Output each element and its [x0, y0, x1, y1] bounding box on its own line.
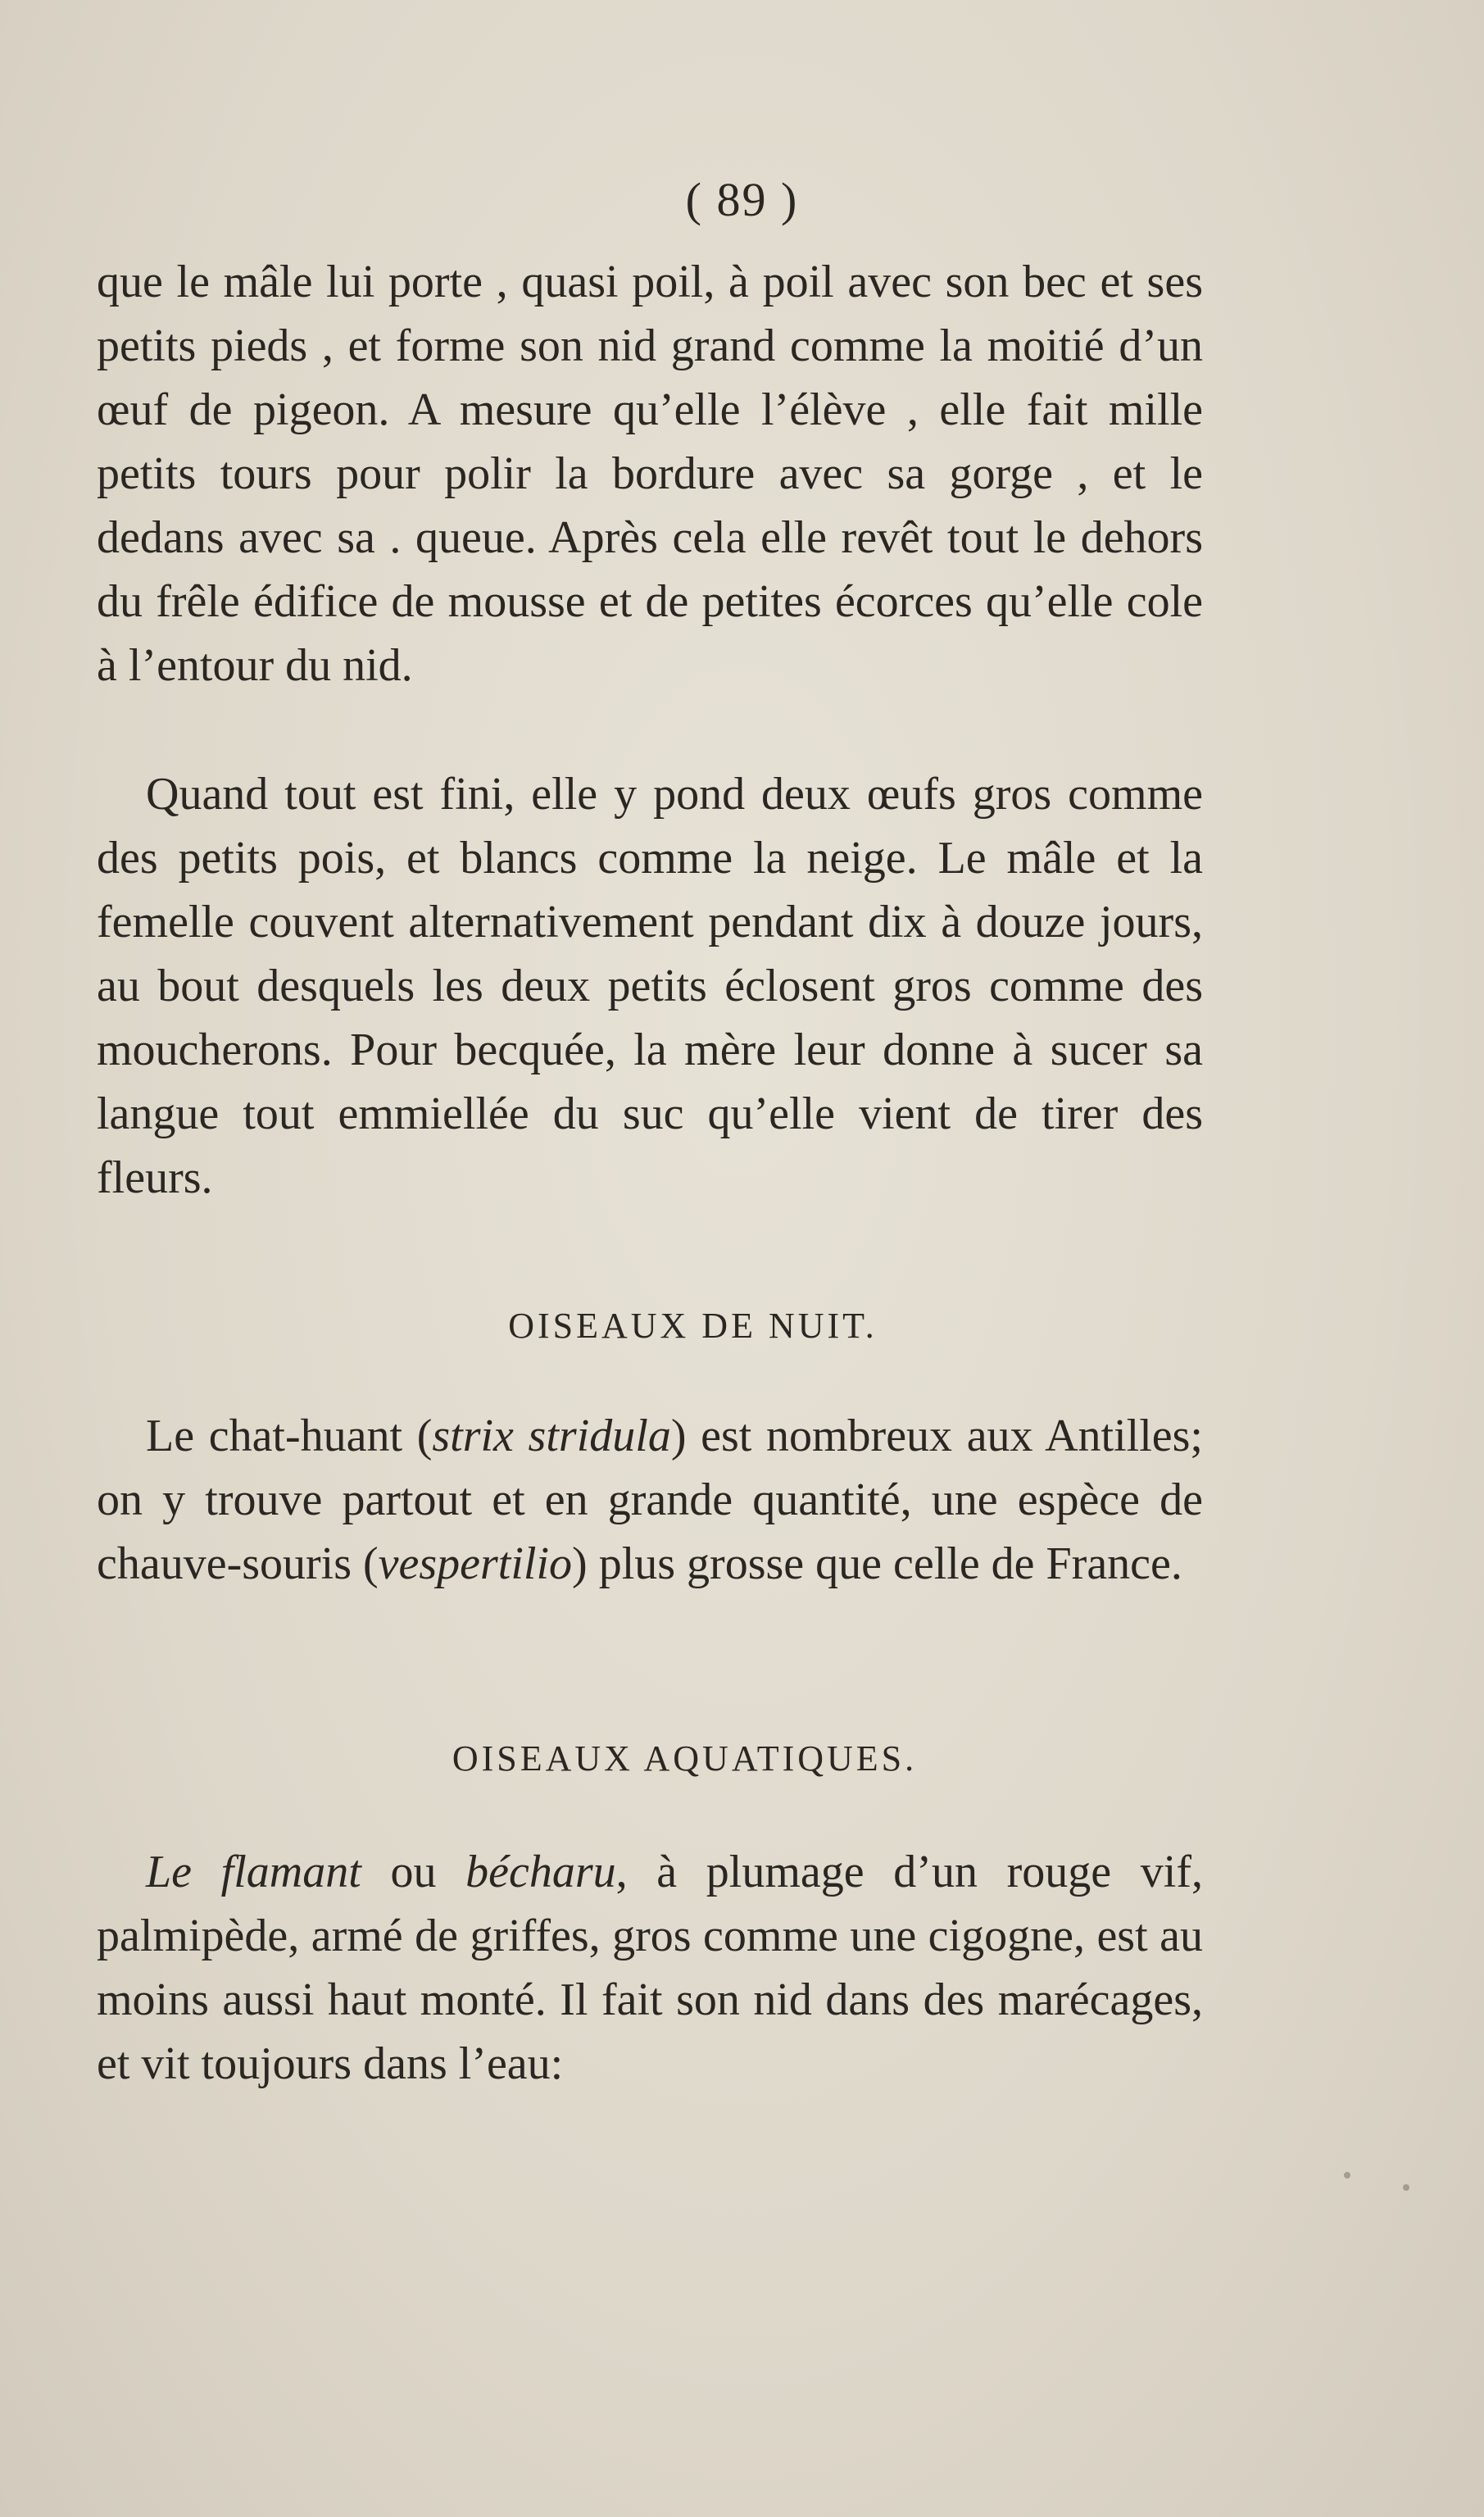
latin-name: strix stridula — [432, 1411, 671, 1461]
bird-name: bécharu — [465, 1847, 616, 1897]
paragraph-owl — [97, 1404, 1203, 1596]
paper-speck — [1344, 2172, 1350, 2179]
text-run: , à plumage d’un rouge vif, palmipède, armé de griffes, gros comme une cigogne, est au moins aussi haut monté. Il fait son nid dans des marécages, et vit toujours dans l’eau: — [97, 1847, 1203, 2089]
paragraph-text — [97, 1404, 1203, 1596]
text-run: Le chat-huant ( — [146, 1411, 433, 1461]
text-run: ) est nombreux aux Antilles; on y trouve partout et en grande quantité, une espèce de chauve-souris ( — [97, 1411, 1203, 1589]
paragraph-text: Quand tout est fini, elle y pond deux œufs gros comme des petits pois, et blancs comme la neige. Le mâle et la femelle couvent alternativement pendant dix à douze jours, au bout desquels les deux petits éclosent gros comme des moucherons. Pour becquée, la mère leur donne à sucer sa langue tout emmiellée du suc qu’elle vient de tirer des fleurs. — [97, 769, 1203, 1203]
latin-name: vespertilio — [378, 1538, 573, 1589]
paragraph-eggs — [97, 762, 1203, 1210]
paper-speck — [1403, 2184, 1409, 2191]
page-number: ( 89 ) — [685, 173, 799, 226]
heading-water-birds: OISEAUX AQUATIQUES. — [452, 1738, 918, 1779]
paragraph-text: que le mâle lui porte , quasi poil, à poil avec son bec et ses petits pieds , et forme son nid grand comme la moitié d’un œuf de pigeon. A mesure qu’elle l’élève , elle fait mille petits tours pour polir la bordure avec sa gorge , et le dedans avec sa . queue. Après cela elle revêt tout le dehors du frêle édifice de mousse et de petites écorces qu’elle cole à l’entour du nid. — [97, 257, 1203, 691]
text-run: ou — [361, 1847, 466, 1897]
text-run: ) plus grosse que celle de France. — [572, 1538, 1182, 1589]
heading-night-birds: OISEAUX DE NUIT. — [508, 1306, 878, 1346]
paragraph-nest-building — [97, 250, 1203, 697]
paragraph-flamingo — [97, 1840, 1203, 2096]
paragraph-text — [97, 1840, 1203, 2096]
bird-name: Le flamant — [146, 1847, 361, 1897]
